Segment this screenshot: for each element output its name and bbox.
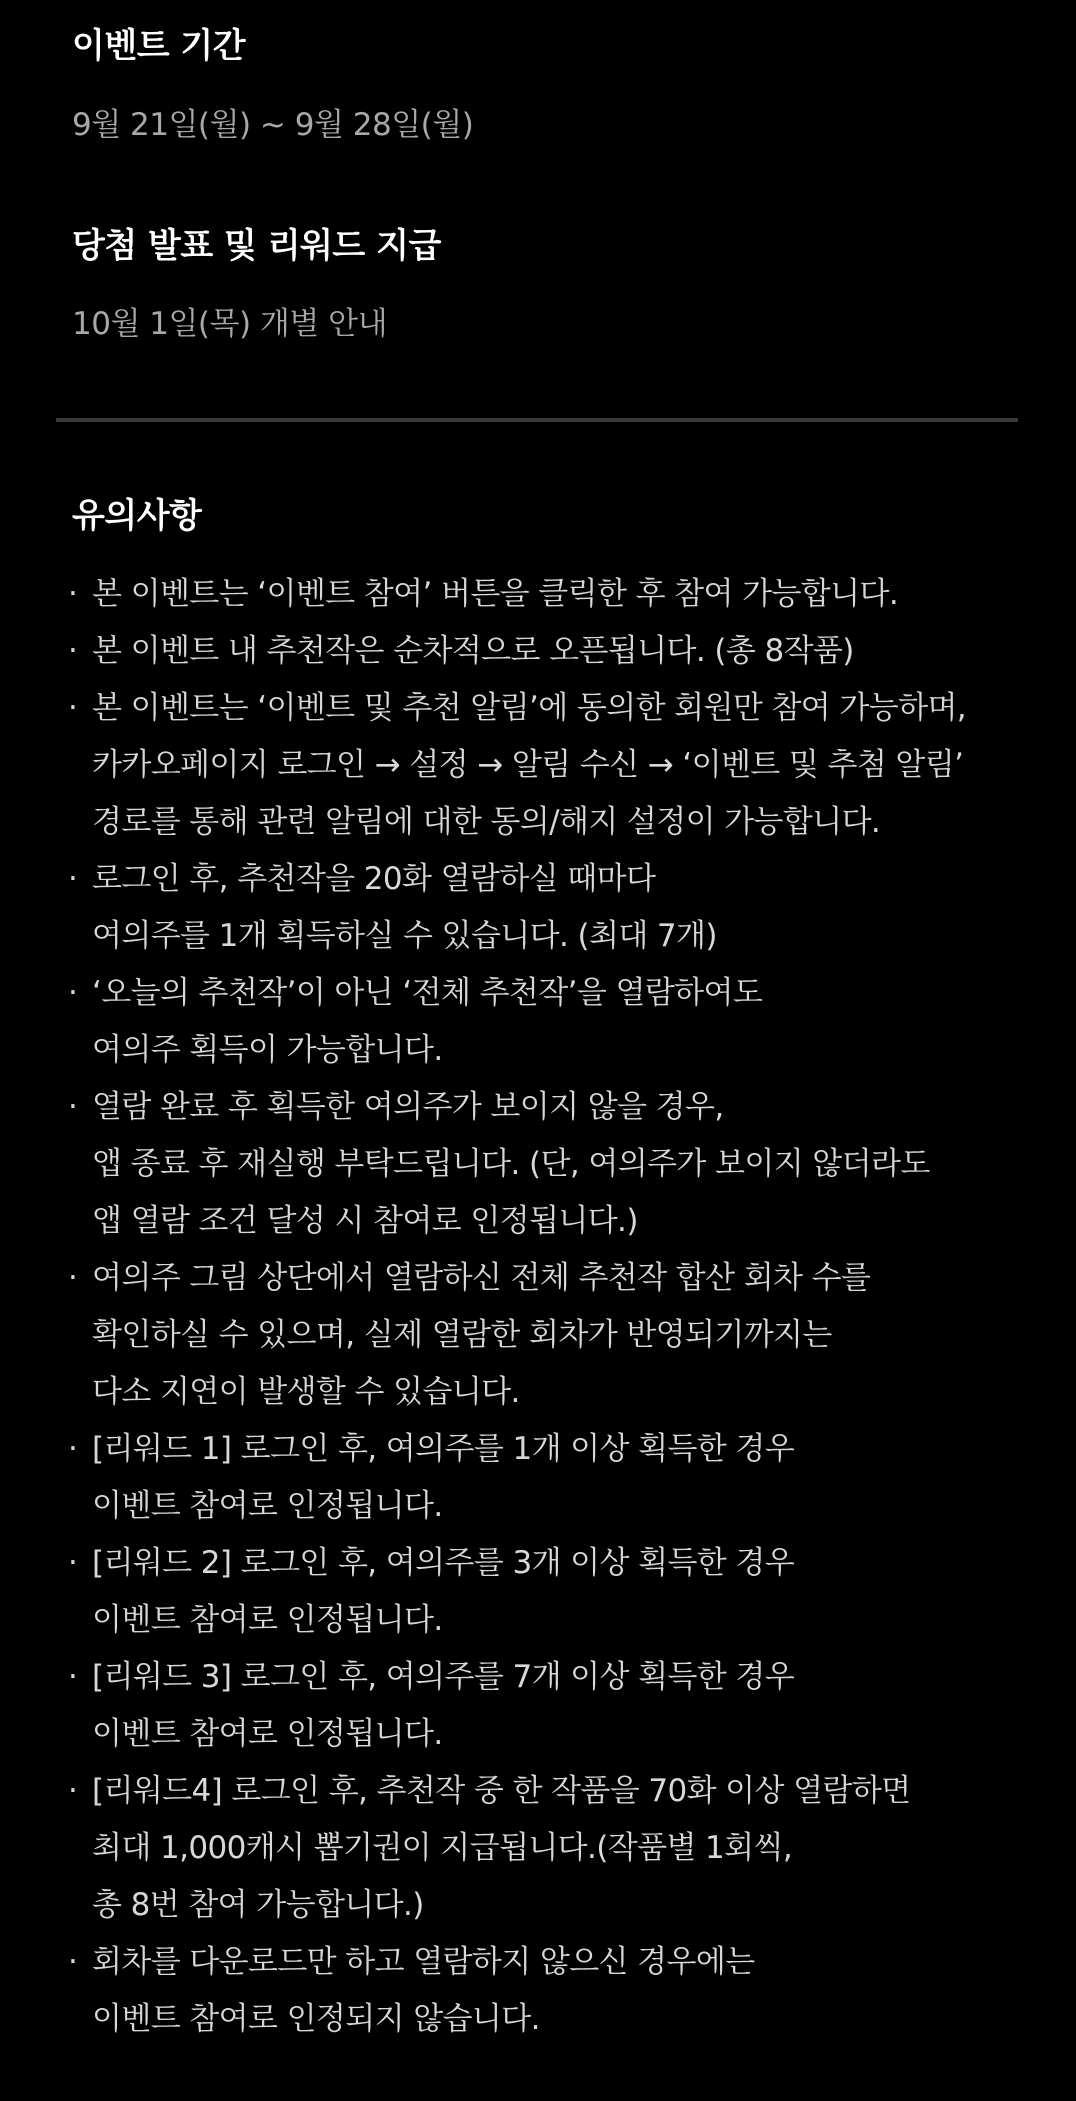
bullet-dot: · bbox=[68, 1545, 78, 1581]
note-line: 다소 지연이 발생할 수 있습니다. bbox=[92, 1374, 520, 1410]
note-line: 열람 완료 후 획득한 여의주가 보이지 않을 경우, bbox=[92, 1089, 724, 1125]
note-line: [리워드4] 로그인 후, 추천작 중 한 작품을 70화 이상 열람하면 bbox=[92, 1773, 911, 1809]
notes-list bbox=[68, 566, 1058, 2048]
note-item bbox=[68, 1763, 1058, 1934]
note-line: 본 이벤트는 ‘이벤트 및 추천 알림’에 동의한 회원만 참여 가능하며, bbox=[92, 690, 967, 726]
section-divider bbox=[56, 418, 1018, 422]
note-line: 회차를 다운로드만 하고 열람하지 않으신 경우에는 bbox=[92, 1944, 755, 1980]
bullet-dot: · bbox=[68, 1431, 78, 1467]
announcement-title: 당첨 발표 및 리워드 지급 bbox=[72, 226, 441, 266]
bullet-dot: · bbox=[68, 690, 78, 726]
note-item bbox=[68, 1535, 1058, 1649]
bullet-dot: · bbox=[68, 1944, 78, 1980]
notes-title: 유의사항 bbox=[72, 496, 202, 536]
note-line: 본 이벤트는 ‘이벤트 참여’ 버튼을 클릭한 후 참여 가능합니다. bbox=[92, 576, 899, 612]
note-item bbox=[68, 623, 1058, 680]
announcement-value: 10월 1일(목) 개별 안내 bbox=[72, 306, 388, 342]
note-line: 카카오페이지 로그인 → 설정 → 알림 수신 → ‘이벤트 및 추첨 알림’ bbox=[92, 747, 964, 783]
note-item bbox=[68, 1934, 1058, 2048]
bullet-dot: · bbox=[68, 633, 78, 669]
bullet-dot: · bbox=[68, 1089, 78, 1125]
note-line: 최대 1,000캐시 뽑기권이 지급됩니다.(작품별 1회씩, bbox=[92, 1830, 793, 1866]
note-item bbox=[68, 680, 1058, 851]
note-line: ‘오늘의 추천작’이 아닌 ‘전체 추천작’을 열람하여도 bbox=[92, 975, 763, 1011]
note-line: 경로를 통해 관련 알림에 대한 동의/해지 설정이 가능합니다. bbox=[92, 804, 881, 840]
note-item bbox=[68, 1649, 1058, 1763]
note-line: 이벤트 참여로 인정됩니다. bbox=[92, 1488, 443, 1524]
note-line: 여의주 그림 상단에서 열람하신 전체 추천작 합산 회차 수를 bbox=[92, 1260, 871, 1296]
event-period-value: 9월 21일(월) ~ 9월 28일(월) bbox=[72, 107, 474, 143]
bullet-dot: · bbox=[68, 861, 78, 897]
bullet-dot: · bbox=[68, 576, 78, 612]
note-item bbox=[68, 1250, 1058, 1421]
event-period-title: 이벤트 기간 bbox=[72, 26, 246, 66]
note-item bbox=[68, 566, 1058, 623]
note-line: 앱 종료 후 재실행 부탁드립니다. (단, 여의주가 보이지 않더라도 bbox=[92, 1146, 930, 1182]
note-line: 이벤트 참여로 인정됩니다. bbox=[92, 1716, 443, 1752]
bullet-dot: · bbox=[68, 1260, 78, 1296]
note-line: 이벤트 참여로 인정되지 않습니다. bbox=[92, 2001, 540, 2037]
note-line: [리워드 3] 로그인 후, 여의주를 7개 이상 획득한 경우 bbox=[92, 1659, 795, 1695]
note-item bbox=[68, 1421, 1058, 1535]
note-line: 여의주 획득이 가능합니다. bbox=[92, 1032, 443, 1068]
note-line: [리워드 2] 로그인 후, 여의주를 3개 이상 획득한 경우 bbox=[92, 1545, 795, 1581]
bullet-dot: · bbox=[68, 975, 78, 1011]
note-item bbox=[68, 1079, 1058, 1250]
note-line: 이벤트 참여로 인정됩니다. bbox=[92, 1602, 443, 1638]
note-line: 여의주를 1개 획득하실 수 있습니다. (최대 7개) bbox=[92, 918, 717, 954]
note-line: 앱 열람 조건 달성 시 참여로 인정됩니다.) bbox=[92, 1203, 638, 1239]
note-line: [리워드 1] 로그인 후, 여의주를 1개 이상 획득한 경우 bbox=[92, 1431, 795, 1467]
note-line: 총 8번 참여 가능합니다.) bbox=[92, 1887, 424, 1923]
bullet-dot: · bbox=[68, 1659, 78, 1695]
note-line: 로그인 후, 추천작을 20화 열람하실 때마다 bbox=[92, 861, 656, 897]
bullet-dot: · bbox=[68, 1773, 78, 1809]
note-line: 확인하실 수 있으며, 실제 열람한 회차가 반영되기까지는 bbox=[92, 1317, 832, 1353]
note-item bbox=[68, 965, 1058, 1079]
note-line: 본 이벤트 내 추천작은 순차적으로 오픈됩니다. (총 8작품) bbox=[92, 633, 854, 669]
note-item bbox=[68, 851, 1058, 965]
